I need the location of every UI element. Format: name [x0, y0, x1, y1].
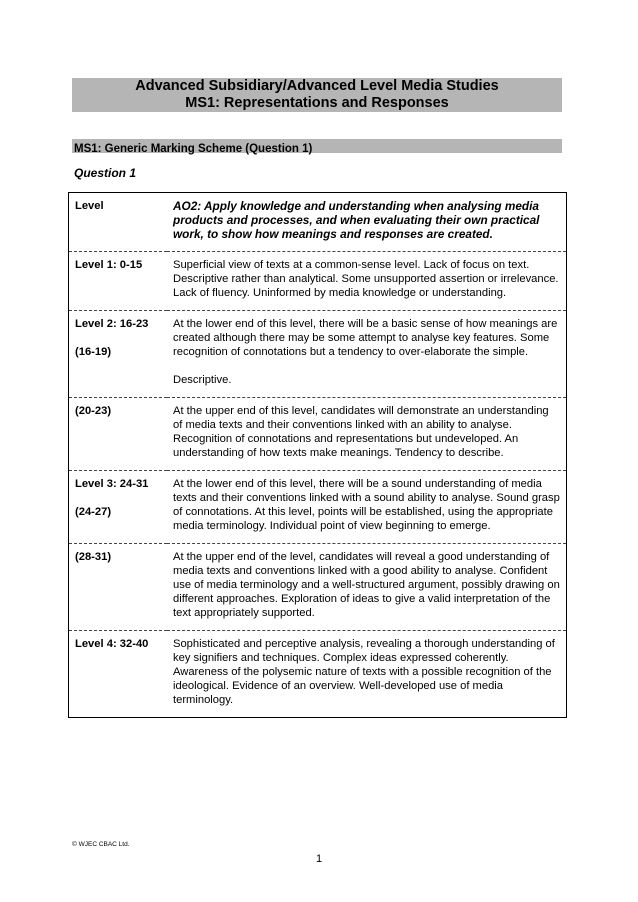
level-subrange: (16-19)	[75, 346, 112, 358]
level-range: (20-23)	[75, 405, 112, 417]
descriptor-cell	[167, 631, 567, 718]
level-column-header: Level	[75, 200, 104, 212]
table-row	[69, 311, 567, 398]
document-title-line-1: Advanced Subsidiary/Advanced Level Media Studies	[135, 78, 499, 94]
table-row	[69, 471, 567, 544]
level-cell	[69, 631, 168, 718]
descriptor-cell	[167, 252, 567, 311]
table-row	[69, 631, 567, 718]
descriptor-extra: Descriptive.	[173, 374, 232, 386]
level-range: Level 1: 0-15	[75, 259, 143, 271]
descriptor-cell	[167, 311, 567, 398]
descriptor-text: At the upper end of this level, candidates will demonstrate an understanding of media texts and their conventions linked with an ability to analyse. Recognition of connotations and representations but undeveloped. An understanding of how texts make meanings. Tendency to describe.	[173, 405, 549, 459]
descriptor-text: Superficial view of texts at a common-sense level. Lack of focus on text. Descriptive rather than analytical. Some unsupported assertion or irrelevance. Lack of fluency. Uninformed by media knowledge or understanding.	[173, 259, 559, 299]
table-header-row	[69, 193, 567, 252]
document-title-line-2: MS1: Representations and Responses	[185, 95, 449, 111]
descriptor-text: At the lower end of this level, there will be a sound understanding of media texts and their conventions linked with a sound ability to analyse. Sound grasp of connotations. At this level, points will be established, using the appropriate media terminology. Individual point of view beginning to emerge.	[173, 478, 560, 532]
level-cell	[69, 544, 168, 631]
descriptor-text: At the upper end of the level, candidates will reveal a good understanding of media texts and conventions linked with a good ability to analyse. Confident use of media terminology and a well-structured argument, possibly drawing on different approaches. Exploration of ideas to give a valid interpretation of the text appropriately supported.	[173, 551, 560, 619]
page-number: 1	[316, 853, 323, 865]
section-heading: MS1: Generic Marking Scheme (Question 1)	[74, 143, 313, 155]
table-row	[69, 398, 567, 471]
question-label: Question 1	[74, 166, 137, 180]
level-range: Level 4: 32-40	[75, 638, 149, 650]
level-cell	[69, 311, 168, 398]
level-subrange: (24-27)	[75, 506, 112, 518]
descriptor-cell	[167, 471, 567, 544]
level-cell	[69, 471, 168, 544]
table-row	[69, 544, 567, 631]
copyright-notice: © WJEC CBAC Ltd.	[72, 841, 130, 848]
descriptor-text: Sophisticated and perceptive analysis, revealing a thorough understanding of key signifiers and techniques. Complex ideas expressed coherently. Awareness of the polysemic nature of texts with a possible recognition of the ideological. Evidence of an overview. Well-developed use of media terminology.	[173, 638, 555, 706]
document-title-banner	[72, 78, 562, 112]
level-cell	[69, 398, 168, 471]
level-range: Level 3: 24-31	[75, 478, 149, 490]
section-heading-bar	[72, 139, 562, 153]
descriptor-cell	[167, 398, 567, 471]
level-cell	[69, 252, 168, 311]
level-range: Level 2: 16-23	[75, 318, 149, 330]
marking-scheme-table	[68, 192, 567, 718]
descriptor-cell	[167, 544, 567, 631]
level-range: (28-31)	[75, 551, 112, 563]
table-row	[69, 252, 567, 311]
descriptor-text: At the lower end of this level, there will be a basic sense of how meanings are created although there may be some attempt to analyse key features. Some recognition of connotations but a tendency to over-elaborate the simple.	[173, 318, 558, 358]
ao2-column-header: AO2: Apply knowledge and understanding when analysing media products and processes, and when evaluating their own practical work, to show how meanings and responses are created.	[173, 199, 540, 241]
